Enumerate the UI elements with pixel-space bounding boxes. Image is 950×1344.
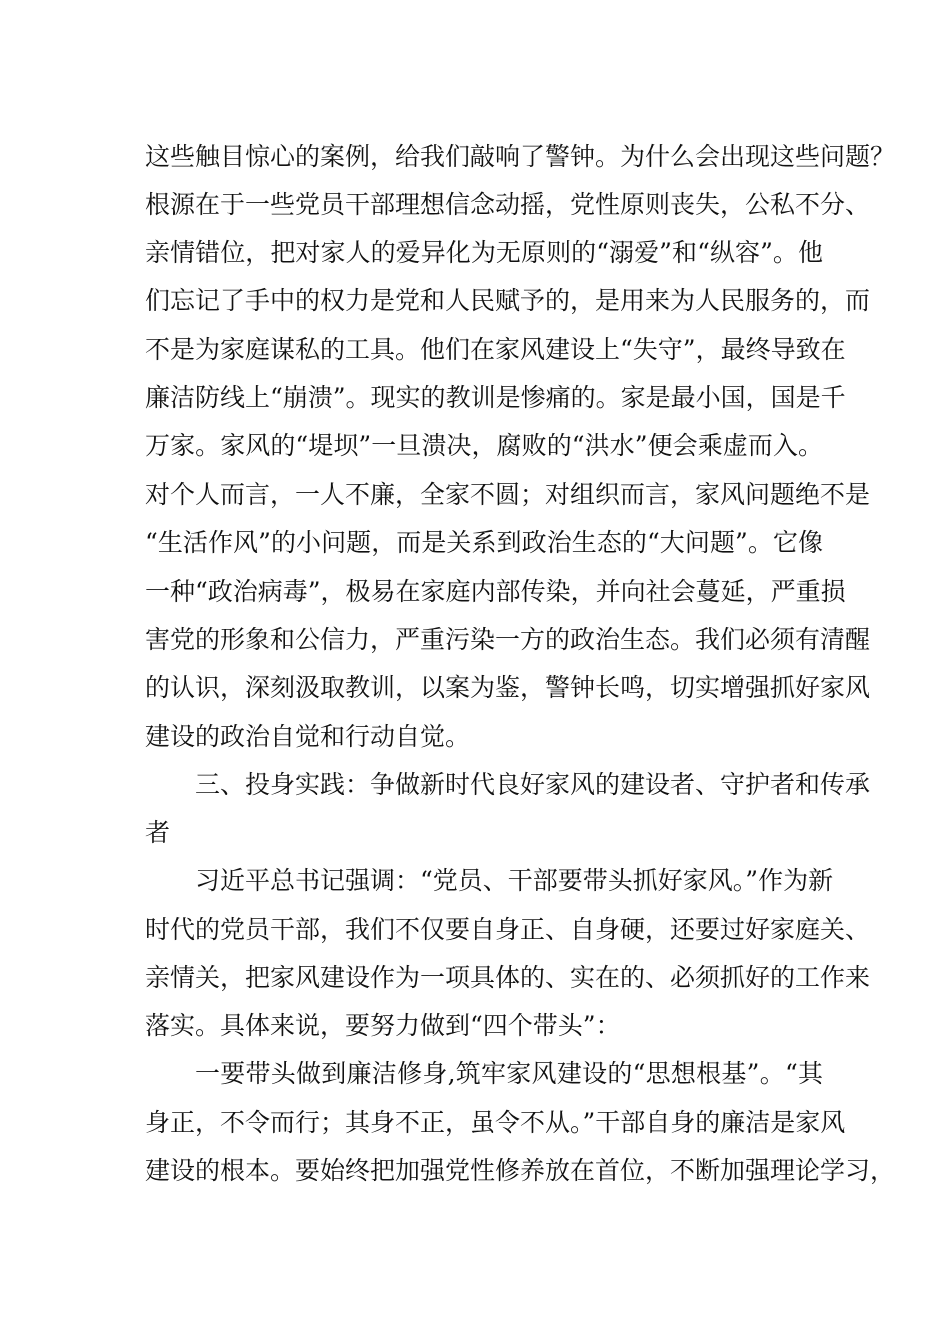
- text-line: 习近平总书记强调：“党员、干部要带头抓好家风。”作为新: [195, 866, 834, 895]
- text-line: 亲情关，把家风建设作为一项具体的、实在的、必须抓好的工作来: [145, 963, 871, 992]
- text-line: 一要带头做到廉洁修身,筑牢家风建设的“思想根基”。“其: [195, 1059, 823, 1088]
- text-line: 身正，不令而行；其身不正，虽令不从。”干部自身的廉洁是家风: [145, 1108, 846, 1137]
- section-heading-line: 者: [145, 818, 171, 847]
- text-line: 万家。家风的“堤坝”一旦溃决，腐败的“洪水”便会乘虚而入。: [145, 431, 823, 460]
- text-line: 落实。具体来说，要努力做到“四个带头”：: [145, 1011, 621, 1040]
- text-line: 这些触目惊心的案例，给我们敲响了警钟。为什么会出现这些问题？: [145, 142, 896, 171]
- text-line: 的认识，深刻汲取教训，以案为鉴，警钟长鸣，切实增强抓好家风: [145, 673, 871, 702]
- text-line: 亲情错位，把对家人的爱异化为无原则的“溺爱”和“纵容”。他: [145, 238, 823, 267]
- text-line: 时代的党员干部，我们不仅要自身正、自身硬，还要过好家庭关、: [145, 915, 871, 944]
- text-line: 建设的政治自觉和行动自觉。: [145, 722, 471, 751]
- text-line: 根源在于一些党员干部理想信念动摇，党性原则丧失，公私不分、: [145, 190, 871, 219]
- text-line: 建设的根本。要始终把加强党性修养放在首位，不断加强理论学习，: [145, 1156, 896, 1185]
- text-line: 对个人而言，一人不廉，全家不圆；对组织而言，家风问题绝不是: [145, 480, 871, 509]
- section-heading-line: 三、投身实践：争做新时代良好家风的建设者、守护者和传承: [195, 770, 871, 799]
- text-line: 一种“政治病毒”，极易在家庭内部传染，并向社会蔓延，严重损: [145, 577, 846, 606]
- text-line: “生活作风”的小问题，而是关系到政治生态的“大问题”。它像: [145, 528, 823, 557]
- text-line: 们忘记了手中的权力是党和人民赋予的，是用来为人民服务的，而: [145, 286, 871, 315]
- text-line: 廉洁防线上“崩溃”。现实的教训是惨痛的。家是最小国，国是千: [145, 383, 846, 412]
- text-line: 害党的形象和公信力，严重污染一方的政治生态。我们必须有清醒: [145, 625, 871, 654]
- text-line: 不是为家庭谋私的工具。他们在家风建设上“失守”，最终导致在: [145, 335, 846, 364]
